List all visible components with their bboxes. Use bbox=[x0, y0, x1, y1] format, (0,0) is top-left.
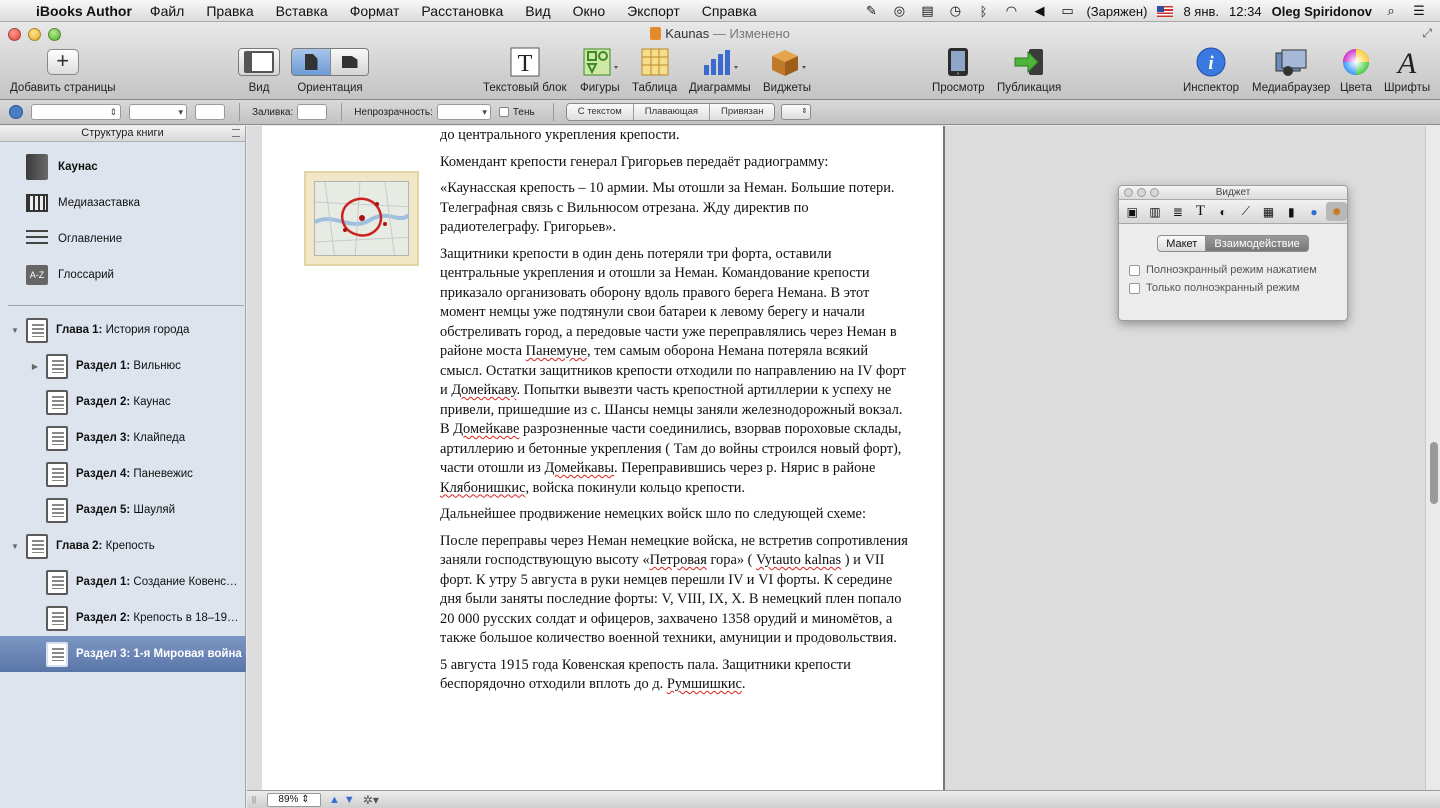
sidebar-section-2-2[interactable] bbox=[0, 600, 246, 636]
section-prefix: Раздел 2: bbox=[76, 612, 131, 624]
widget-inspector-icon[interactable]: ✹ bbox=[1326, 202, 1347, 221]
section-title: Вильнюс bbox=[133, 360, 181, 372]
section-prefix: Раздел 2: bbox=[76, 396, 131, 408]
sidebar-item-label: Каунас bbox=[58, 161, 98, 173]
widgets-icon bbox=[767, 47, 807, 77]
scrollbar-thumb[interactable] bbox=[1430, 442, 1438, 504]
format-bar-separator bbox=[239, 103, 240, 121]
disclosure-closed-icon[interactable]: ▶ bbox=[31, 361, 39, 371]
sidebar-chapter-2[interactable] bbox=[0, 528, 246, 564]
section-prefix: Раздел 1: bbox=[76, 360, 131, 372]
battery-icon[interactable]: ▭ bbox=[1061, 3, 1074, 18]
section-prefix: Раздел 3: bbox=[76, 648, 131, 660]
clock-time[interactable]: 12:34 bbox=[1229, 3, 1262, 19]
menu-format[interactable]: Формат bbox=[349, 2, 400, 19]
publish-button[interactable] bbox=[997, 46, 1061, 94]
orientation-control[interactable] bbox=[291, 46, 369, 94]
charts-label: Диаграммы bbox=[689, 82, 751, 94]
menu-view[interactable]: Вид bbox=[525, 2, 551, 19]
chart-inspector-icon[interactable]: ▮ bbox=[1287, 204, 1295, 219]
bluetooth-icon[interactable]: ᛒ bbox=[979, 3, 988, 19]
shadow-checkbox[interactable] bbox=[499, 107, 509, 117]
fonts-icon bbox=[1392, 47, 1422, 77]
volume-icon[interactable]: ◀ bbox=[1034, 3, 1045, 18]
style-popup[interactable]: ⇕ bbox=[31, 104, 121, 120]
format-bar-toggle-icon[interactable] bbox=[9, 105, 23, 119]
layout-inspector-icon[interactable]: ▥ bbox=[1149, 204, 1161, 219]
fullscreen-tap-checkbox[interactable] bbox=[1129, 265, 1140, 276]
format-bar bbox=[0, 100, 1440, 125]
evernote-icon[interactable]: ✎ bbox=[866, 3, 877, 18]
zoom-value: 89% bbox=[278, 793, 299, 805]
paragraph bbox=[440, 245, 910, 499]
sidebar-section-1-5[interactable] bbox=[0, 492, 246, 528]
text-run: После переправы через Неман немецкие войска, не встретив сопротивления заняли господствующую высоту « bbox=[440, 532, 908, 568]
view-icon bbox=[244, 51, 274, 73]
document-name: Kaunas bbox=[665, 26, 710, 41]
input-source-flag-icon[interactable] bbox=[1157, 6, 1173, 17]
table-label: Таблица bbox=[632, 82, 678, 94]
section-prefix: Раздел 5: bbox=[76, 504, 131, 516]
fullscreen-tap-option[interactable] bbox=[1129, 264, 1347, 276]
fullscreen-icon[interactable]: ⤢ bbox=[1422, 26, 1432, 40]
paragraph: Комендант крепости генерал Григорьев передаёт радиограмму: bbox=[440, 153, 829, 170]
inspector-label: Инспектор bbox=[1183, 82, 1240, 94]
wrap-stepper[interactable]: ⇕ bbox=[781, 104, 811, 120]
section-thumbnail-icon bbox=[46, 462, 68, 487]
bottom-status-bar bbox=[247, 790, 1440, 808]
menu-export[interactable]: Экспорт bbox=[627, 2, 680, 19]
text-run: Защитники крепости в один день потеряли три форта, оставили центральные укрепления и отошли за Неман. Командование крепости приказало организовать оборону вдоль правого берега Немана. В этот момент немцы уже подтянули свои батареи к левому берегу и начали обстреливать город, а передовые части уже переправлялись через Неман в районе моста bbox=[440, 245, 897, 359]
misspelled-word[interactable]: Петровая bbox=[649, 552, 707, 568]
format-bar-separator bbox=[553, 103, 554, 121]
sidebar-section-2-1[interactable] bbox=[0, 564, 246, 600]
text-run: разрозненные части соединились, взорвав пороховые склады, артиллерию и бетонные укрепления ( Там до войны строился новый форт), части отошли из bbox=[440, 421, 902, 476]
fill-label: Заливка: bbox=[252, 106, 294, 118]
view-button[interactable] bbox=[238, 46, 280, 94]
notification-center-icon[interactable]: ☰ bbox=[1413, 3, 1425, 18]
colors-button[interactable] bbox=[1340, 46, 1372, 94]
table-icon bbox=[641, 48, 669, 76]
paragraph: Дальнейшее продвижение немецких войск шло по следующей схеме: bbox=[440, 506, 866, 522]
chapter-title: История города bbox=[105, 324, 190, 336]
sidebar-section-1-4[interactable] bbox=[0, 456, 246, 492]
sidebar-section-2-3[interactable] bbox=[0, 636, 246, 672]
text-box-icon bbox=[510, 47, 540, 77]
sidebar-section-1-1[interactable] bbox=[0, 348, 246, 384]
battery-status[interactable]: (Заряжен) bbox=[1086, 3, 1148, 19]
fullscreen-only-label: Только полноэкранный режим bbox=[1146, 282, 1300, 294]
svg-text:i: i bbox=[1208, 53, 1214, 74]
section-thumbnail-icon bbox=[46, 570, 68, 595]
text-run: . Переправившись через р. Нярис в районе bbox=[614, 460, 876, 476]
map-widget-image[interactable] bbox=[304, 171, 419, 266]
sidebar-divider bbox=[8, 305, 244, 306]
tab-interaction[interactable]: Взаимодействие bbox=[1206, 235, 1308, 252]
shadow-label: Тень bbox=[512, 106, 535, 118]
panel-close-button[interactable] bbox=[1124, 188, 1133, 197]
kaunas-map-image bbox=[314, 181, 409, 256]
ipad-icon bbox=[947, 47, 969, 77]
misspelled-word[interactable]: Панемуне bbox=[525, 343, 587, 359]
glossary-icon: A-Z bbox=[26, 265, 48, 285]
body-text[interactable] bbox=[440, 126, 910, 702]
document-inspector-icon[interactable]: ▣ bbox=[1126, 204, 1139, 219]
table-button[interactable] bbox=[632, 46, 677, 94]
menu-insert[interactable]: Вставка bbox=[275, 2, 328, 19]
time-machine-icon[interactable]: ◷ bbox=[949, 3, 962, 18]
fullscreen-only-option[interactable] bbox=[1129, 282, 1347, 294]
gear-icon[interactable]: ✲▾ bbox=[362, 792, 379, 807]
sidebar-section-1-3[interactable] bbox=[0, 420, 246, 456]
text-box-button[interactable] bbox=[483, 46, 567, 94]
chapter-prefix: Глава 1: bbox=[56, 324, 103, 336]
sidebar-resize-handle-icon[interactable]: || bbox=[251, 795, 257, 804]
sidebar-item-book[interactable] bbox=[0, 149, 246, 185]
user-menu[interactable]: Oleg Spiridonov bbox=[1271, 3, 1372, 19]
text-run: . bbox=[741, 676, 746, 692]
sidebar-section-1-2[interactable] bbox=[0, 384, 246, 420]
section-prefix: Раздел 4: bbox=[76, 468, 131, 480]
wrap-anchored-button[interactable]: Привязан bbox=[709, 104, 774, 120]
toc-icon bbox=[26, 230, 48, 248]
chapter-prefix: Глава 2: bbox=[56, 540, 103, 552]
text-run: , тем самым оборона Немана потеряла всякий смысл. Остатки защитников крепости отходили по направлению на IV форт и bbox=[440, 343, 906, 398]
text-run: 5 августа 1915 года Ковенская крепость пала. Защитники крепости беспорядочно отходили вплоть до д. bbox=[440, 656, 851, 692]
widgets-label: Виджеты bbox=[763, 82, 812, 94]
map-drawing bbox=[315, 182, 409, 256]
colors-label: Цвета bbox=[1340, 82, 1373, 94]
section-title: 1-я Мировая война bbox=[133, 648, 242, 660]
menu-bar bbox=[0, 0, 1440, 22]
section-prefix: Раздел 3: bbox=[76, 432, 131, 444]
portrait-icon bbox=[305, 54, 318, 70]
text-tool-icon[interactable]: T bbox=[1195, 203, 1206, 219]
text-run: ) и VII форт. К утру 5 августа в руки немцев перешли IV и VI форты. К середине дня были заняты последние форты: V, VIII, IX, X. В немецкий плен попало 20 000 русских солдат и офицеров, захвачено 1358 орудий и миномётов, а также большое количество военной техники, амуниции и продовольствия. bbox=[440, 552, 902, 646]
film-icon bbox=[26, 194, 48, 212]
vertical-scrollbar[interactable] bbox=[1425, 126, 1440, 790]
text-box-label: Текстовый блок bbox=[483, 82, 567, 94]
landscape-icon bbox=[342, 56, 358, 68]
sidebar-item-intro-media[interactable] bbox=[0, 185, 246, 221]
color-wheel-icon bbox=[1341, 47, 1371, 77]
widget-inspector-panel bbox=[1118, 185, 1348, 321]
sidebar-header bbox=[0, 126, 245, 142]
metrics-inspector-icon[interactable]: ⟋ bbox=[1241, 204, 1251, 218]
window-toolbar bbox=[0, 22, 1440, 100]
sync-icon[interactable]: ◎ bbox=[893, 3, 906, 18]
chapter-thumbnail-icon bbox=[26, 534, 48, 559]
panel-titlebar[interactable] bbox=[1119, 186, 1347, 200]
preview-label: Просмотр bbox=[932, 82, 985, 94]
document-status: — Изменено bbox=[712, 26, 790, 41]
media-browser-button[interactable] bbox=[1252, 46, 1330, 94]
panel-title: Виджет bbox=[1215, 187, 1251, 198]
fonts-button[interactable] bbox=[1384, 46, 1430, 94]
paragraph: «Каунасская крепость – 10 армии. Мы отошли за Неман. Большие потери. Телеграфная связь с Вильнюсом отрезана. Жду директив по радиотелеграфу. Григорьев». bbox=[440, 180, 895, 235]
add-pages-label: Добавить страницы bbox=[10, 82, 116, 94]
paragraph bbox=[440, 656, 910, 695]
window-title bbox=[0, 26, 1440, 41]
section-thumbnail-icon bbox=[46, 390, 68, 415]
misspelled-word[interactable]: Домейкаву bbox=[451, 382, 517, 398]
table-inspector-icon[interactable]: ▦ bbox=[1262, 204, 1275, 219]
svg-text:A: A bbox=[1397, 47, 1417, 77]
media-browser-label: Медиабраузер bbox=[1252, 82, 1331, 94]
sidebar-resize-grip-icon[interactable] bbox=[232, 129, 240, 137]
wifi-icon[interactable]: ◠ bbox=[1005, 3, 1018, 18]
inspector-tabs bbox=[1119, 200, 1347, 224]
section-thumbnail-icon bbox=[46, 642, 68, 667]
view-label: Вид bbox=[248, 82, 270, 94]
publish-icon bbox=[1013, 47, 1045, 77]
misspelled-word[interactable]: Домейкаве bbox=[453, 421, 520, 437]
document-icon bbox=[650, 27, 661, 40]
menu-edit[interactable]: Правка bbox=[206, 2, 254, 19]
shapes-icon bbox=[582, 48, 618, 76]
sidebar-item-glossary[interactable] bbox=[0, 257, 246, 293]
widgets-button[interactable] bbox=[763, 46, 811, 94]
section-prefix: Раздел 1: bbox=[76, 576, 131, 588]
zoom-popup[interactable]: 89% ⇕ bbox=[267, 793, 321, 807]
misspelled-word[interactable]: Vytauto kalnas bbox=[756, 552, 842, 568]
section-title: Шауляй bbox=[133, 504, 176, 516]
section-thumbnail-icon bbox=[46, 426, 68, 451]
charts-icon bbox=[701, 48, 739, 76]
portrait-orientation-button[interactable] bbox=[292, 49, 330, 75]
stroke-popup[interactable]: ▾ bbox=[129, 104, 187, 120]
opacity-field[interactable]: ▾ bbox=[437, 104, 491, 120]
inspector-button[interactable] bbox=[1183, 46, 1239, 94]
fullscreen-tap-label: Полноэкранный режим нажатием bbox=[1146, 264, 1317, 276]
media-browser-icon bbox=[1274, 47, 1308, 77]
next-page-arrow-icon[interactable]: ▼ bbox=[343, 793, 355, 806]
sidebar-item-label: Глоссарий bbox=[58, 269, 114, 281]
disclosure-open-icon[interactable]: ▼ bbox=[11, 541, 19, 551]
opacity-label: Непрозрачность: bbox=[354, 106, 433, 118]
sidebar-title: Структура книги bbox=[81, 127, 164, 139]
panel-window-controls bbox=[1124, 188, 1159, 197]
section-title: Клайпеда bbox=[133, 432, 186, 444]
fill-color-well[interactable] bbox=[297, 104, 327, 120]
stroke-width-field[interactable] bbox=[195, 104, 225, 120]
hyperlink-inspector-icon[interactable]: ● bbox=[1310, 204, 1318, 219]
fullscreen-only-checkbox[interactable] bbox=[1129, 283, 1140, 294]
section-title: Каунас bbox=[133, 396, 171, 408]
menu-file[interactable]: Файл bbox=[149, 2, 185, 19]
info-icon bbox=[1196, 47, 1226, 77]
shapes-button[interactable] bbox=[580, 46, 620, 94]
status-menus bbox=[862, 0, 1428, 22]
section-title: Паневежис bbox=[133, 468, 193, 480]
menu-arrange[interactable]: Расстановка bbox=[421, 2, 504, 19]
plus-icon: + bbox=[47, 49, 79, 75]
clock-date[interactable]: 8 янв. bbox=[1183, 3, 1220, 19]
publish-label: Публикация bbox=[997, 82, 1062, 94]
section-thumbnail-icon bbox=[46, 498, 68, 523]
fonts-label: Шрифты bbox=[1384, 82, 1431, 94]
paragraph: до центрального укрепления крепости. bbox=[440, 127, 680, 143]
book-icon bbox=[26, 154, 48, 180]
sidebar-item-toc[interactable] bbox=[0, 221, 246, 257]
misspelled-word[interactable]: Домейкавы bbox=[544, 460, 615, 476]
section-title: Крепость в 18–19… bbox=[133, 612, 239, 624]
memory-icon[interactable]: ▤ bbox=[921, 3, 934, 18]
orientation-label: Ориентация bbox=[297, 82, 363, 94]
previous-page-arrow-icon[interactable]: ▲ bbox=[329, 793, 340, 806]
book-outline-sidebar bbox=[0, 126, 246, 808]
misspelled-word[interactable]: Румшишкис bbox=[666, 676, 742, 692]
text-run: , войска покинули кольцо крепости. bbox=[525, 479, 746, 496]
text-run: гора» ( bbox=[706, 552, 757, 568]
sidebar-chapter-1[interactable] bbox=[0, 312, 246, 348]
section-thumbnail-icon bbox=[46, 354, 68, 379]
panel-minimize-button[interactable] bbox=[1137, 188, 1146, 197]
chapter-title: Крепость bbox=[105, 540, 155, 552]
misspelled-word[interactable]: Клябонишкис bbox=[440, 479, 526, 496]
preview-button[interactable] bbox=[932, 46, 985, 94]
app-menu[interactable]: iBooks Author bbox=[36, 2, 132, 19]
paragraph bbox=[440, 532, 910, 649]
tab-layout[interactable]: Макет bbox=[1157, 235, 1206, 252]
spotlight-search-icon[interactable]: ⌕ bbox=[1387, 3, 1395, 18]
sidebar-item-label: Медиазаставка bbox=[58, 197, 140, 209]
widget-tabs-segmented bbox=[1119, 235, 1347, 252]
wrap-floating-button[interactable]: Плавающая bbox=[633, 104, 709, 120]
disclosure-open-icon[interactable]: ▼ bbox=[11, 325, 19, 335]
wrap-inline-button[interactable]: С текстом bbox=[567, 104, 633, 120]
svg-text:T: T bbox=[517, 51, 533, 77]
panel-zoom-button[interactable] bbox=[1150, 188, 1159, 197]
menu-help[interactable]: Справка bbox=[701, 2, 757, 19]
graphic-inspector-icon[interactable]: ◐ bbox=[1219, 204, 1227, 219]
text-run: . Попытки вывезти часть крепостной артиллерии к успеху не привели, пришедшие из с. Шансы немцы заняли железнодорожный вокзал. В bbox=[440, 382, 903, 437]
chapter-thumbnail-icon bbox=[26, 318, 48, 343]
menu-window[interactable]: Окно bbox=[572, 2, 606, 19]
add-pages-button[interactable] bbox=[10, 46, 115, 94]
charts-button[interactable] bbox=[689, 46, 751, 94]
text-wrap-segmented bbox=[566, 103, 776, 121]
text-inspector-icon[interactable]: ≣ bbox=[1172, 204, 1183, 219]
section-title: Создание Ковенс… bbox=[133, 576, 238, 588]
format-bar-separator bbox=[341, 103, 342, 121]
sidebar-item-label: Оглавление bbox=[58, 233, 123, 245]
shapes-label: Фигуры bbox=[580, 82, 620, 94]
landscape-orientation-button[interactable] bbox=[330, 49, 368, 75]
section-thumbnail-icon bbox=[46, 606, 68, 631]
